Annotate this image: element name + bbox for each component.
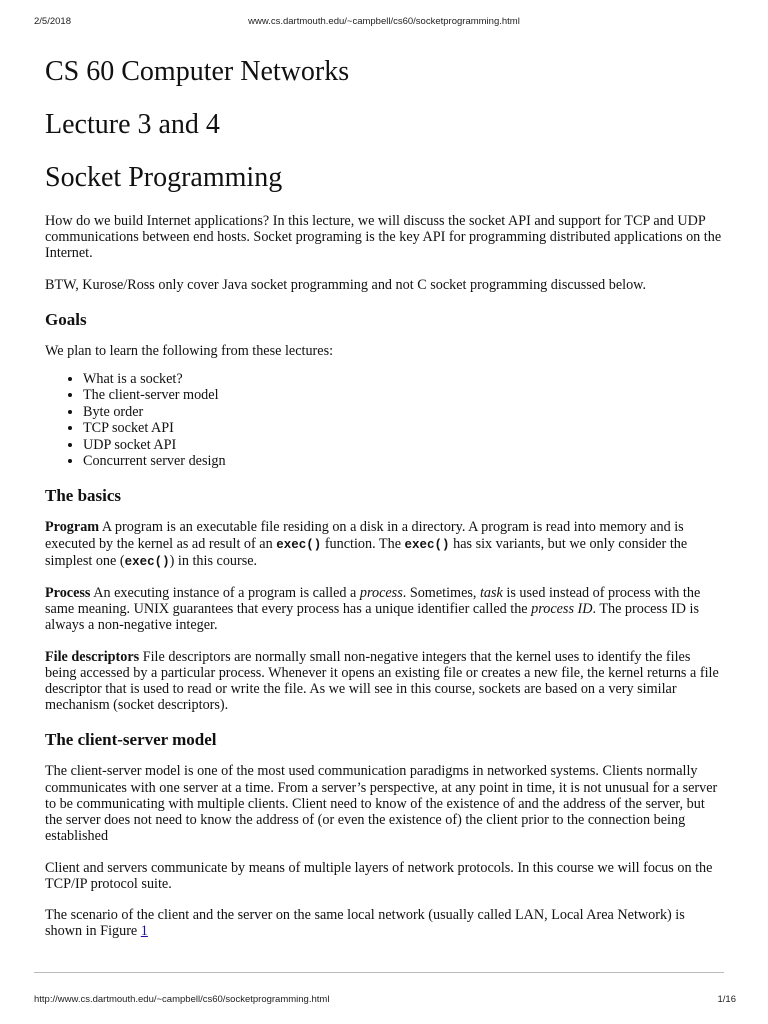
basics-heading: The basics (45, 486, 122, 506)
footer-divider (34, 972, 724, 973)
list-item: • Concurrent server design (83, 453, 725, 469)
list-item: • UDP socket API (83, 437, 725, 453)
program-term: Program (45, 519, 100, 536)
goals-heading: Goals (45, 309, 87, 329)
scenario-paragraph: The scenario of the client and the server on the same local network (usually called LAN, Local Area Network) is shown in Figure 1 (45, 906, 685, 940)
figure-1-link[interactable]: 1 (140, 923, 148, 940)
client-server-heading: The client-server model (45, 730, 217, 750)
file-descriptors-paragraph: File descriptors File descriptors are normally small non-negative integers that the kernel uses to identify the files being accessed by a particular process. Whenever it opens an existing file or creates a new file, the kernel returns a file descriptor that is used to read or write the file. As we will see in this course, sockets are based on a very similar mechanism (socket descriptors). (45, 648, 719, 714)
program-paragraph: Program A program is an executable file residing on a disk in a directory. A program is read into memory and is executed by the kernel as ad result of an exec() function. The exec() has six variants, but we only consider the simplest one (exec()) in this course. (45, 519, 688, 569)
btw-paragraph: BTW, Kurose/Ross only cover Java socket programming and not C socket programming discussed below. (45, 276, 647, 293)
topic-title: Socket Programming (45, 162, 283, 193)
exec-code: exec() (404, 537, 450, 552)
list-item: • TCP socket API (83, 420, 725, 436)
document-body (45, 50, 725, 954)
print-url: www.cs.dartmouth.edu/~campbell/cs60/socketprogramming.html (248, 16, 520, 27)
course-title: CS 60 Computer Networks (45, 56, 350, 87)
list-item: • What is a socket? (83, 371, 725, 387)
client-server-paragraph: The client-server model is one of the most used communication paradigms in networked systems. Clients normally communicates with one server at a time. From a server’s perspective, at any point in time, it is not unusual for a server to be communicating with multiple clients. Client need to know of the existence of and the address of the server, but the server does not need to know the address of (or even the existence of) the client prior to the connection being established (45, 763, 718, 845)
process-term: Process (45, 585, 91, 602)
footer-url: http://www.cs.dartmouth.edu/~campbell/cs60/socketprogramming.html (34, 994, 330, 1005)
protocols-paragraph: Client and servers communicate by means of multiple layers of network protocols. In this course we will focus on the TCP/IP protocol suite. (45, 859, 713, 892)
goals-list (45, 371, 725, 469)
print-footer (0, 994, 768, 1008)
list-item: • Byte order (83, 404, 725, 420)
print-date: 2/5/2018 (34, 16, 71, 27)
exec-code: exec() (276, 537, 322, 552)
process-paragraph: Process An executing instance of a program is called a process. Sometimes, task is used instead of process with the same meaning. UNIX guarantees that every process has a unique identifier called the process ID. The process ID is always a non-negative integer. (45, 585, 701, 634)
list-item: • The client-server model (83, 387, 725, 403)
goals-lead: We plan to learn the following from these lectures: (45, 342, 334, 359)
exec-code: exec() (124, 554, 170, 569)
file-descriptors-term: File descriptors (45, 648, 140, 665)
page-number: 1/16 (717, 994, 736, 1005)
print-header (0, 16, 768, 30)
lecture-title: Lecture 3 and 4 (45, 109, 220, 140)
intro-paragraph: How do we build Internet applications? In this lecture, we will discuss the socket API and support for TCP and UDP communications between end hosts. Socket programing is the key API for programming distributed applications on the Internet. (45, 213, 722, 262)
